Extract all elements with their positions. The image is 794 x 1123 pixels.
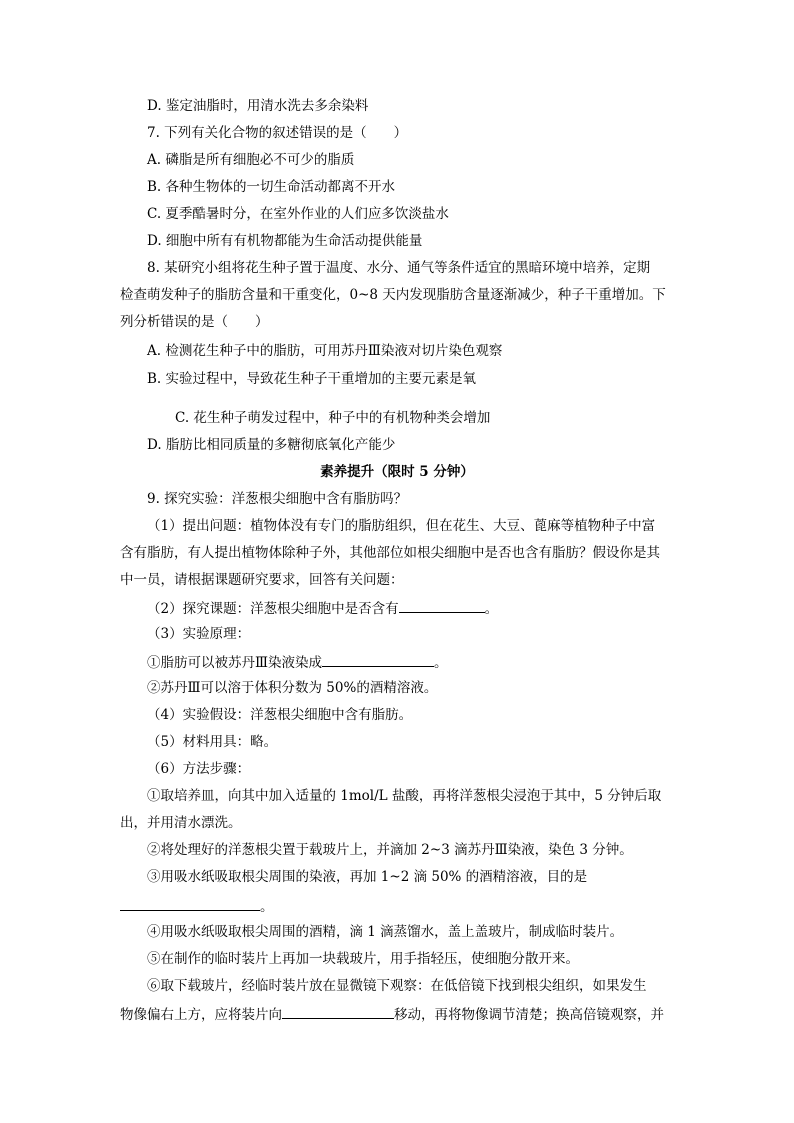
q9-part2-end: 。 (484, 601, 499, 617)
q9-step6-text: 物像偏右上方，应将装片向 (120, 1007, 282, 1023)
q8-option-b: B. 实验过程中，导致花生种子干重增加的主要元素是氧 (147, 371, 477, 387)
q9-part1-line1: （1）提出问题：植物体没有专门的脂肪组织，但在花生、大豆、蓖麻等植物种子中富 (147, 518, 656, 534)
q8-option-c: C. 花生种子萌发过程中，种子中的有机物种类会增加 (175, 410, 491, 426)
q9-part4: （4）实验假设：洋葱根尖细胞中含有脂肪。 (147, 707, 413, 723)
section-heading: 素养提升（限时 5 分钟） (320, 464, 474, 480)
answer-blank-3[interactable] (120, 896, 260, 911)
q9-step1-line2: 出，并用清水漂洗。 (120, 815, 242, 831)
q7-option-c: C. 夏季酷暑时分，在室外作业的人们应多饮淡盐水 (147, 206, 449, 222)
q9-step3-line2 (120, 896, 274, 916)
q9-step6-rest: 移动，再将物像调节清楚；换高倍镜观察，并 (394, 1007, 664, 1023)
q8-option-d: D. 脂肪比相同质量的多糖彻底氧化产能少 (147, 437, 396, 453)
q9-step4: ④用吸水纸吸取根尖周围的酒精，滴 1 滴蒸馏水，盖上盖玻片，制成临时装片。 (147, 924, 624, 940)
q9-part1-line2: 含有脂肪，有人提出植物体除种子外，其他部位如根尖细胞中是否也含有脂肪？假设你是其 (120, 545, 660, 561)
q9-step3-line1: ③用吸水纸吸取根尖周围的染液，再加 1~2 滴 50% 的酒精溶液，目的是 (147, 869, 588, 885)
q9-part5: （5）材料用具：略。 (147, 734, 278, 750)
q7-option-a: A. 磷脂是所有细胞必不可少的脂质 (147, 152, 355, 168)
q7-option-d: D. 细胞中所有有机物都能为生命活动提供能量 (147, 233, 423, 249)
q8-stem-line2: 检查萌发种子的脂肪含量和干重变化，0~8 天内发现脂肪含量逐渐减少，种子干重增加。下 (120, 287, 666, 303)
answer-blank-1[interactable] (399, 598, 485, 613)
q6-option-d: D. 鉴定油脂时，用清水洗去多余染料 (147, 98, 369, 114)
q8-stem-line1: 8. 某研究小组将花生种子置于温度、水分、通气等条件适宜的黑暗环境中培养，定期 (147, 260, 651, 276)
q9-part1-line3: 中一员，请根据课题研究要求，回答有关问题： (120, 572, 404, 588)
q9-part3: （3）实验原理： (147, 626, 251, 642)
answer-blank-2[interactable] (322, 652, 434, 667)
q9-principle-2: ②苏丹Ⅲ可以溶于体积分数为 50%的酒精溶液。 (147, 680, 438, 696)
q9-stem: 9. 探究实验：洋葱根尖细胞中含有脂肪吗？ (147, 491, 408, 507)
q9-step2: ②将处理好的洋葱根尖置于载玻片上，并滴加 2~3 滴苏丹Ⅲ染液，染色 3 分钟。 (147, 842, 633, 858)
q9-step5: ⑤在制作的临时装片上再加一块载玻片，用手指轻压，使细胞分散开来。 (147, 951, 579, 967)
q7-stem: 7. 下列有关化合物的叙述错误的是（ ） (147, 125, 408, 141)
q9-principle-1-text: ①脂肪可以被苏丹Ⅲ染液染成 (147, 655, 323, 671)
q9-principle-1 (147, 652, 448, 672)
answer-blank-4[interactable] (282, 1004, 394, 1019)
q7-option-b: B. 各种生物体的一切生命活动都离不开水 (147, 179, 396, 195)
q8-option-a: A. 检测花生种子中的脂肪，可用苏丹Ⅲ染液对切片染色观察 (147, 343, 503, 359)
q9-step1-line1: ①取培养皿，向其中加入适量的 1mol/L 盐酸，再将洋葱根尖浸泡于其中，5 分钟后取 (147, 788, 662, 804)
q8-stem-line3: 列分析错误的是（ ） (120, 314, 269, 330)
q9-part2-text: （2）探究课题：洋葱根尖细胞中是否含有 (147, 601, 399, 617)
q9-part6: （6）方法步骤： (147, 761, 251, 777)
q9-step6-line1: ⑥取下载玻片，经临时装片放在显微镜下观察：在低倍镜下找到根尖组织，如果发生 (147, 978, 647, 994)
q9-part2 (147, 598, 498, 618)
q9-principle-1-end: 。 (434, 655, 448, 671)
q9-step6-line2 (120, 1004, 664, 1024)
q9-step3-end: 。 (260, 899, 274, 915)
